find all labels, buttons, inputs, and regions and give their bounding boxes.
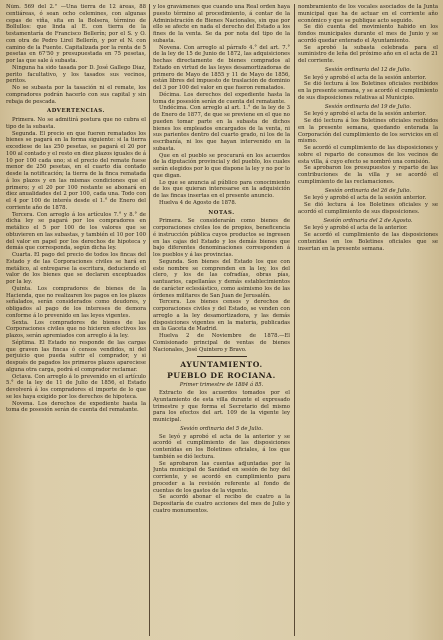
section-heading-ayuntamiento: AYUNTAMIENTO. [180, 360, 263, 370]
paragraph: Se leyó y aprobó el acta de la sesión anterior. [304, 111, 427, 118]
column-middle [153, 4, 290, 636]
paragraph: Extracto de los acuerdos tomados por el Ayuntamiento de esta villa durante el expresado trimestre y que forma el Secretario del mismo para los efectos del art. 109 de la vigente ley municipal. [153, 390, 290, 423]
paragraph: Se dió lectura á los Boletines oficiales recibidos en la presente semana, quedando enterada la Corporación del cumplimiento de los servicios en el mismo. [298, 118, 438, 145]
paragraph: Se aprobó la subasta celebrada para el suministro de leña del próximo año en el acta de 21 del corriente. [298, 44, 438, 64]
paragraph: Se leyó y aprobó el acta de la sesión anterior. [304, 74, 427, 81]
paragraph: Lo que se anuncia al público para conocimiento de los que quieran interesarse en la adquisición de las fincas insertas en el presente anuncio. [153, 179, 290, 199]
section-heading-notas: NOTAS. [208, 209, 235, 216]
paragraph: Sexta. Los compradores de bienes de las Corporaciones civiles que no hicieren efectivos los plazos, serán apremiados con arreglo á la ley. [6, 319, 146, 339]
paragraph: Novena. Con arreglo al párrafo 4.° del art. 7.° de la ley de 15 de Junio de 1872, las adquisiciones hechas directamente de bienes comprados al Estado en virtud de las leyes desamortizadoras de primero de Mayo de 1855 y 11 de Mayo de 1856, están libres del impuesto de traslación de dominio del 3 por 100 del valor en que fueron rematados. [153, 44, 290, 91]
paragraph: Se dió lectura á los Boletines oficiales recibidos en la presente semana, y se acordó el cumplimiento de sus disposiciones relativas al Municipio. [298, 81, 438, 101]
paragraph: Séptima. El Estado no responde de las cargas que graven las fincas ó censos vendidos, ni del perjuicio que pueda sufrir el comprador, y si después de pagados los primeros plazos apareciese alguna otra carga, podrá el comprador reclamar. [6, 339, 146, 373]
paragraph: Se acordó el cumplimiento de las disposiciones contenidas en los Boletines oficiales que se insertan en la presente semana. [298, 232, 438, 252]
paragraph: nombramiento de los vocales asociados de la Junta municipal que ha de actuar en el corriente año económico y que se publique acto seguido. [298, 4, 438, 24]
paragraph: Cuarta. El pago del precio de todos los fincas del Estado y de las Corporaciones civiles se hará en metálico, al entregarse la escritura, deduciendo el valor de los bienes que se declaren exceptuados por la ley. [6, 252, 146, 285]
paragraph: Se aprobaron las cuentas adjuntadas por la Junta municipal de Sanidad en sesión de hoy del corriente, y se acordó en cumplimiento para proceder a la revisión referente al fondo de cuentas de los gastos de la vigente. [153, 460, 290, 494]
dateline: Huelva 4 de Agosto de 1878. [159, 199, 237, 206]
paragraph: Segunda. El precio en que fueren rematados los bienes se pagará en la forma siguiente: si la tierra excediese de las 250 pesetas, se pagará el 20 por 100 al contado y el resto en diez plazos iguales de á 10 por 100 cada uno; si el precio del remate fuese menor de 250 pesetas, en el cuarto día contado desde la notificación; la tierra de la finca rematada á los plazos y en las mismas condiciones que el primero; y el 20 por 100 restante se abonará en diez anualidades del 2 por 100, cada una. Todo con el 4 por 100 de interés desde el 1.° de Enero del corriente año de 1878. [6, 130, 146, 211]
paragraph: Tercera. Con arreglo á los artículos 7.° y 8.° de dicha ley se pagará por los compradores en metálico el 5 por 100 de los valores que se obtuvieren en las subastas, y también el 10 por 100 del valor en papel por los derechos de hipoteca y demás que corresponda, según dicha ley. [6, 211, 146, 252]
paragraph: y los gravámenes que cuando una Real orden haya puesto término al procedimiento, á contar de la Administración de Bienes Nacionales, sin que por ello se afecte en nada el derecho del Estado a los fines de la venta. Se da por nota del tipo de la subasta. [153, 4, 290, 44]
column-rule [149, 4, 150, 636]
paragraph: Se dió lectura á los Boletines oficiales y se acordó el cumplimiento de sus disposiciones. [298, 202, 438, 215]
paragraph: Se leyó y aprobó el acta de la anterior. [304, 225, 408, 232]
paragraph: Tercera. Los bienes censos y derechos de corporaciones civiles y del Estado, se venden con arreglo a la ley desamortizadora, y las demás disposiciones vigentes en la materia, publicadas en la Gaceta de Madrid. [153, 299, 290, 333]
section-heading-rociana: PUEBLO DE ROCIANA. [167, 371, 276, 381]
paragraph: Se leyó y aprobó el acta de la anterior y se acordó el cumplimiento de las disposiciones contenidas en los Boletines oficiales, á los que también se dió lectura. [153, 433, 290, 460]
column-rule [294, 4, 295, 636]
session-heading: Sesión ordinaria del 5 de Julio. [180, 425, 263, 432]
paragraph: Se dió cuenta del movimiento habido en los fondos municipales durante el mes de Junio y se acordó quedar enterado el Ayuntamiento. [298, 24, 438, 44]
lot-569-description: Núm. 569 del 2.° —Una tierra de 12 áreas, 88 centiáreas, ó sean ocho celemines, con algunas cepas de viña, sita en la Bolsera, término de Bollullos: que linda al E. con tierra de la testamentaría de Francisco Bellerín; por el S. y O. con otra de Pedro Lirel Bellerín, y por el N. con camino de la Fuente. Capitalizada por la renta de 5 pesetas en 67'50 y presupuestada en 75 pesetas, por las que sale á subasta. [6, 4, 146, 64]
paragraph: Se aprobaron los presupuestos y reparto de las contribuciones de la villa y se acordó el cumplimiento de las reclamaciones. [298, 165, 438, 185]
section-heading-advertencias: ADVERTENCIAS. [47, 108, 105, 115]
paragraph: Se acordó abonar el recibo de cuatro a la Depositaría de cuatro acciones del mes de Julio y cuatro monumentos. [153, 494, 290, 514]
session-heading: Sesión ordinaria del 19 de Julio. [324, 103, 412, 110]
session-heading: Sesión ordinaria del 2 de Agosto. [323, 217, 413, 224]
paragraph: Se leyó y aprobó el acta de la sesión anterior. [304, 195, 427, 202]
paragraph: Primera. Se considerarán como bienes de corporaciones civiles los de propios, beneficencia é instrucción pública cuyos productos se ingresen en las cajas del Estado y los demás bienes que bajo diferentes denominaciones corresponden á los pueblos y á las provincias. [153, 218, 290, 258]
paragraph: Segunda. Son bienes del Estado los que con este nombre se comprenden en la ley, los del clero, y los de las cofradías, obras pías, santuarios, capellanías y demás establecimientos de carácter eclesiástico, como asimismo los de las órdenes militares de San Juan de Jerusalén. [153, 258, 290, 299]
paragraph: Quinta. Los compradores de bienes de la Hacienda, que no realizaren los pagos en los plazos señalados, serán considerados como deudores, y obligados al pago de los intereses de demora conforme á lo prevenido en las leyes vigentes. [6, 285, 146, 319]
paragraph: Novena. Los derechos de expediente hasta la toma de posesión serán de cuenta del rematante. [6, 400, 146, 414]
session-heading: Sesión ordinaria del 12 de Julio. [324, 66, 412, 73]
paragraph: Undécima. Con arreglo al art. 1.° de la ley de 3 de Enero de 1877, de que se previene en el que no pueden tomar parte en la subasta de dichos bienes los empleados encargados de la venta, ni sus parientes dentro del cuarto grado, ni los de la escribanía, ni los que hayan intervenido en la subasta. [153, 105, 290, 152]
paragraph: Se acordó el cumplimiento de las disposiciones y sobre el reparto de consumos de los vecinos de esta villa, á cuyo efecto se nombró una comisión. [298, 145, 438, 165]
paragraph: No se subasta por la tasación ni el remate, los compradores podrán hacerlo con sus capital y sin rebaja de pescada. [6, 85, 146, 105]
signature-line: Huelva 2 de Noviembre de 1878.—El Comisionado principal de ventas de bienes Nacionales, José Quintero y Bravo. [153, 333, 290, 353]
paragraph: Décima. Los derechos del expediente hasta la toma de posesión serán de cuenta del rematante. [153, 91, 290, 105]
column-left [6, 4, 146, 636]
paragraph: Ninguna ha sido tasada por D. José Gallego Diaz, perito facultativo, y los tasados sus vecinos, peritos. [6, 64, 146, 85]
separator [197, 356, 247, 357]
session-heading: Sesión ordinaria del 26 de Julio. [324, 187, 412, 194]
paragraph: Octava. Con arreglo á lo prevenido en el artículo 5.° de la ley de 11 de Julio de 1856, el Estado devolverá á los compradores el importe de lo que se les haya exigido por los derechos de hipoteca. [6, 373, 146, 400]
paragraph: Primera. No se admitirá postura que no cubra el tipo de la subasta. [6, 117, 146, 130]
paragraph: Que en el pueblo se procurará en los acuerdos de la diputación provincial y del pueblo, los cuales serán elegidos por lo que dispone la ley y no por lo que digan. [153, 152, 290, 179]
trimester-subheading: Primer trimestre de 1884 á 85. [179, 382, 264, 389]
column-right [298, 4, 438, 636]
